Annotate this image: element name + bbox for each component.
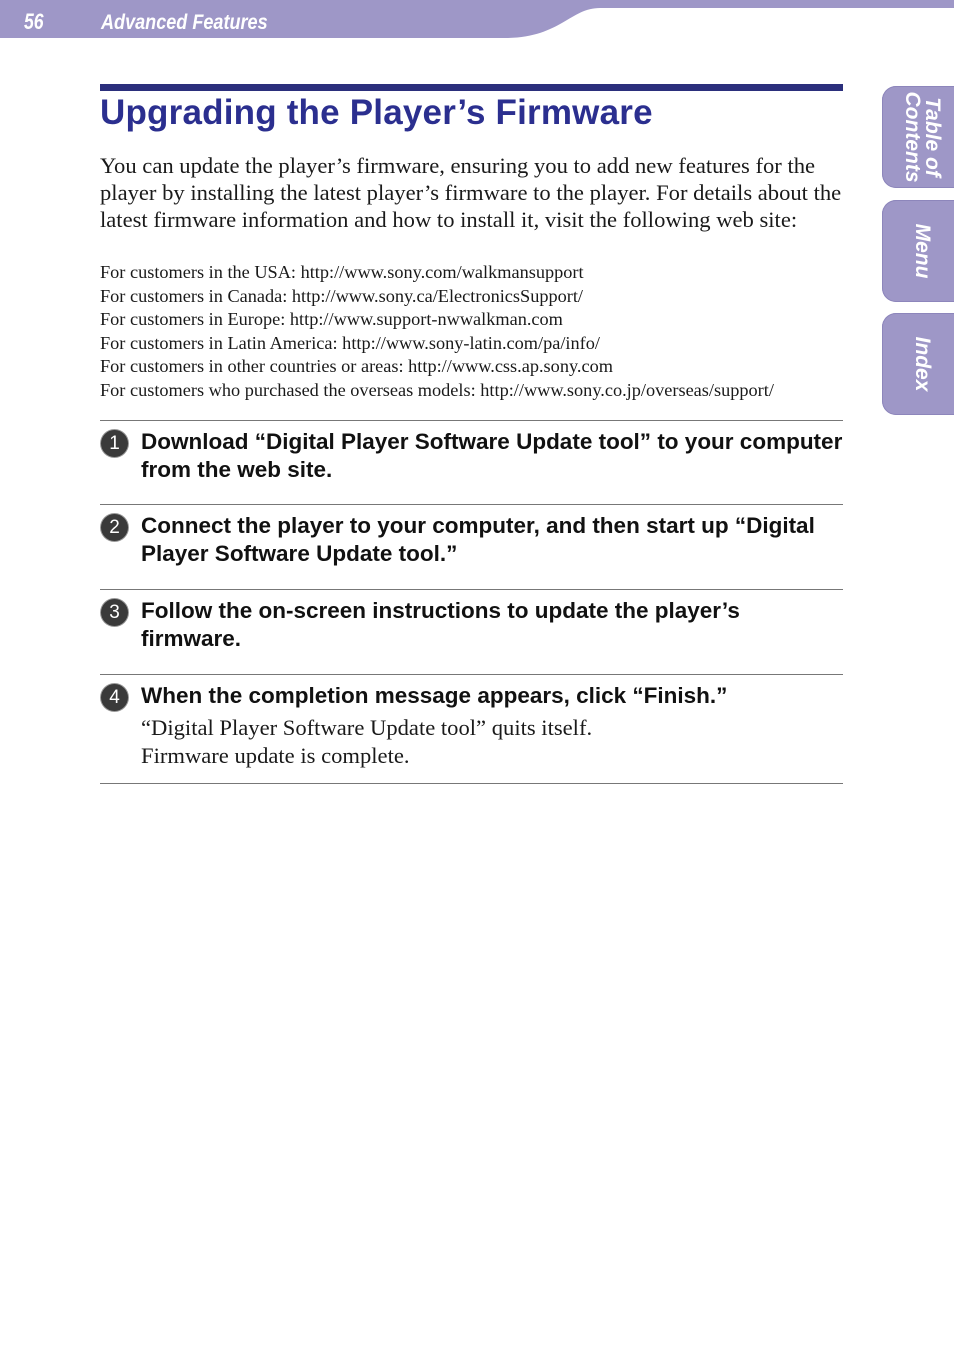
support-url-usa: For customers in the USA: http://www.sony.com/walkmansupport bbox=[100, 262, 584, 282]
support-url-canada: For customers in Canada: http://www.sony.ca/ElectronicsSupport/ bbox=[100, 285, 584, 306]
step-note bbox=[141, 714, 845, 770]
step-heading: Connect the player to your computer, and then start up “Digital Player Software Update tool.” bbox=[141, 513, 815, 566]
page-title: Upgrading the Player’s Firmware bbox=[100, 93, 653, 132]
step-3 bbox=[100, 597, 845, 652]
step-2 bbox=[100, 512, 845, 567]
support-url-overseas: For customers who purchased the overseas models: http://www.sony.co.jp/overseas/support/ bbox=[100, 379, 774, 400]
tab-table-of-contents[interactable] bbox=[882, 86, 954, 188]
page-number: 56 bbox=[24, 9, 44, 34]
step-number-badge: 2 bbox=[101, 514, 128, 541]
support-url-other: For customers in other countries or areas: http://www.css.ap.sony.com bbox=[100, 356, 613, 377]
step-1 bbox=[100, 428, 845, 483]
tab-label: Menu bbox=[911, 223, 934, 279]
divider bbox=[100, 674, 843, 675]
section-name: Advanced Features bbox=[101, 11, 268, 34]
divider bbox=[100, 504, 843, 505]
intro-paragraph: You can update the player’s firmware, ensuring you to add new features for the player by installing the latest player’s firmware to the player. For details about the latest firmware information and how to install it, visit the following web site: bbox=[100, 153, 842, 232]
tab-index[interactable] bbox=[882, 313, 954, 415]
tab-menu[interactable] bbox=[882, 200, 954, 302]
step-note-line: “Digital Player Software Update tool” quits itself. bbox=[141, 714, 593, 740]
step-heading: When the completion message appears, click “Finish.” bbox=[141, 683, 728, 708]
step-4 bbox=[100, 682, 845, 770]
support-url-list bbox=[100, 261, 860, 403]
step-number-badge: 4 bbox=[101, 684, 128, 711]
divider bbox=[100, 783, 843, 784]
step-number-badge: 1 bbox=[101, 430, 128, 457]
support-url-europe: For customers in Europe: http://www.support-nwwalkman.com bbox=[100, 309, 563, 330]
tab-label: Index bbox=[911, 336, 934, 392]
step-heading: Follow the on-screen instructions to update the player’s firmware. bbox=[141, 598, 740, 651]
step-heading: Download “Digital Player Software Update tool” to your computer from the web site. bbox=[141, 429, 843, 482]
support-url-latin-america: For customers in Latin America: http://www.sony-latin.com/pa/info/ bbox=[100, 332, 600, 353]
title-rule bbox=[100, 84, 843, 91]
divider bbox=[100, 420, 843, 421]
tab-label: Table of Contents bbox=[901, 91, 944, 183]
step-note-line: Firmware update is complete. bbox=[141, 742, 410, 768]
divider bbox=[100, 589, 843, 590]
step-number-badge: 3 bbox=[101, 599, 128, 626]
